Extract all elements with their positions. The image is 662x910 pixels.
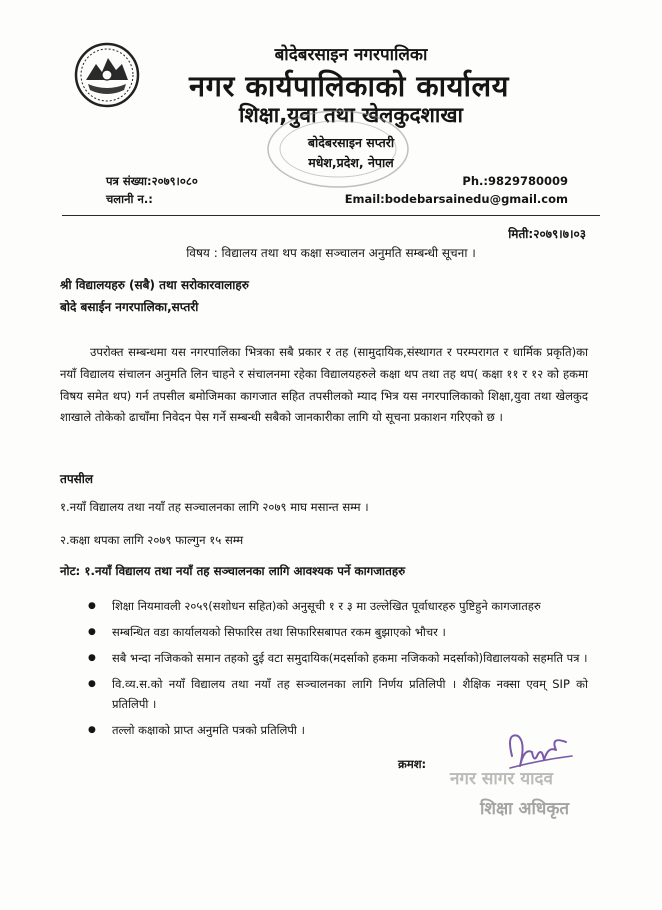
body-paragraph: उपरोक्त सम्बन्धमा यस नगरपालिका भित्रका सबै प्रकार र तह (सामुदायिक,संस्थागत र परम्परागत र धार्मिक प्रकृति)का नयाँ विद्यालय संचालन अनुमति लिन चाहने र संचालनमा रहेका विद्यालयहरुले कक्षा थप तथा तह थप( कक्षा ११ र १२ को हकमा विषय समेत थप) गर्न तपसील बमोजिमका कागजात सहित तपसीलको म्याद भित्र यस नगरपालिकाको शिक्षा,युवा तथा खेलकुद शाखाले तोकेको ढाचाँमा निवेदन पेस गर्ने सम्बन्धी सबैको जानकारीका लागि यो सूचना प्रकाशन गरिएको छ । <box>60 345 588 425</box>
section-name: शिक्षा,युवा तथा खेलकुदशाखा <box>239 103 463 127</box>
required-documents-list <box>88 596 588 746</box>
phone-number: Ph.:9829780009 <box>462 174 568 188</box>
addressee-line-1: श्री विद्यालयहरु (सबै) तथा सरोकारवालाहरु <box>60 278 249 292</box>
letter-date: मिती:२०७९।७।०३ <box>508 227 586 241</box>
header-divider <box>62 215 600 216</box>
letter-subject: विषय : विद्यालय तथा थप कक्षा सञ्चालन अनुमति सम्बन्धी सूचना । <box>186 246 476 260</box>
list-item: ● वि.व्य.स.को नयाँ विद्यालय तथा नयाँ तह सञ्चालनका लागि निर्णय प्रतिलिपी । शैक्षिक नक्सा एवम् SIP को प्रतिलिपी । <box>88 674 588 714</box>
office-location: बोदेबरसाइन सप्तरी <box>307 135 395 150</box>
office-province: मधेश,प्रदेश, नेपाल <box>308 155 394 170</box>
signature-block <box>440 726 610 836</box>
note-heading: नोट: १.नयाँ विद्यालय तथा नयाँ तह सञ्चालनका लागि आवश्यक पर्ने कागजातहरु <box>60 564 406 578</box>
continued-marker: क्रमश: <box>398 757 427 771</box>
office-name: नगर कार्यपालिकाको कार्यालय <box>189 69 509 103</box>
schedule-item-1: १.नयाँ विद्यालय तथा नयाँ तह सञ्चालनका लागि २०७९ माघ मसान्त सम्म । <box>60 500 369 514</box>
signatory-name: नगर सागर यादव <box>450 769 553 789</box>
signatory-title: शिक्षा अधिकृत <box>480 799 570 819</box>
email-address: Email:bodebarsainedu@gmail.com <box>344 192 568 206</box>
list-item: ● शिक्षा नियमावली २०५९(सशोधन सहित)को अनुसूची १ र ३ मा उल्लेखित पूर्वाधारहरु पुष्टिहुने कागजातहरु <box>88 596 588 616</box>
list-item: ● सम्बन्धित वडा कार्यालयको सिफारिस तथा सिफारिसबापत रकम बुझाएको भौचर । <box>88 622 588 642</box>
list-item: ● सबै भन्दा नजिकको समान तहको दुई वटा समुदायिक(मदर्साको हकमा नजिकको मदर्साको)विद्यालयको सहमति पत्र । <box>88 648 588 668</box>
letter-number: पत्र संख्या:२०७९।०८० <box>106 174 198 188</box>
municipality-name: बोदेबरसाइन नगरपालिका <box>274 45 428 65</box>
schedule-heading: तपसील <box>60 472 94 486</box>
list-item: ● तल्लो कक्षाको प्राप्त अनुमति पत्रको प्रतिलिपी । <box>88 720 588 740</box>
dispatch-number: चलानी न.: <box>106 192 153 206</box>
schedule-item-2: २.कक्षा थपका लागि २०७९ फाल्गुन १५ सम्म <box>60 533 244 547</box>
addressee-line-2: बोदे बसाईन नगरपालिका,सप्तरी <box>60 300 199 314</box>
